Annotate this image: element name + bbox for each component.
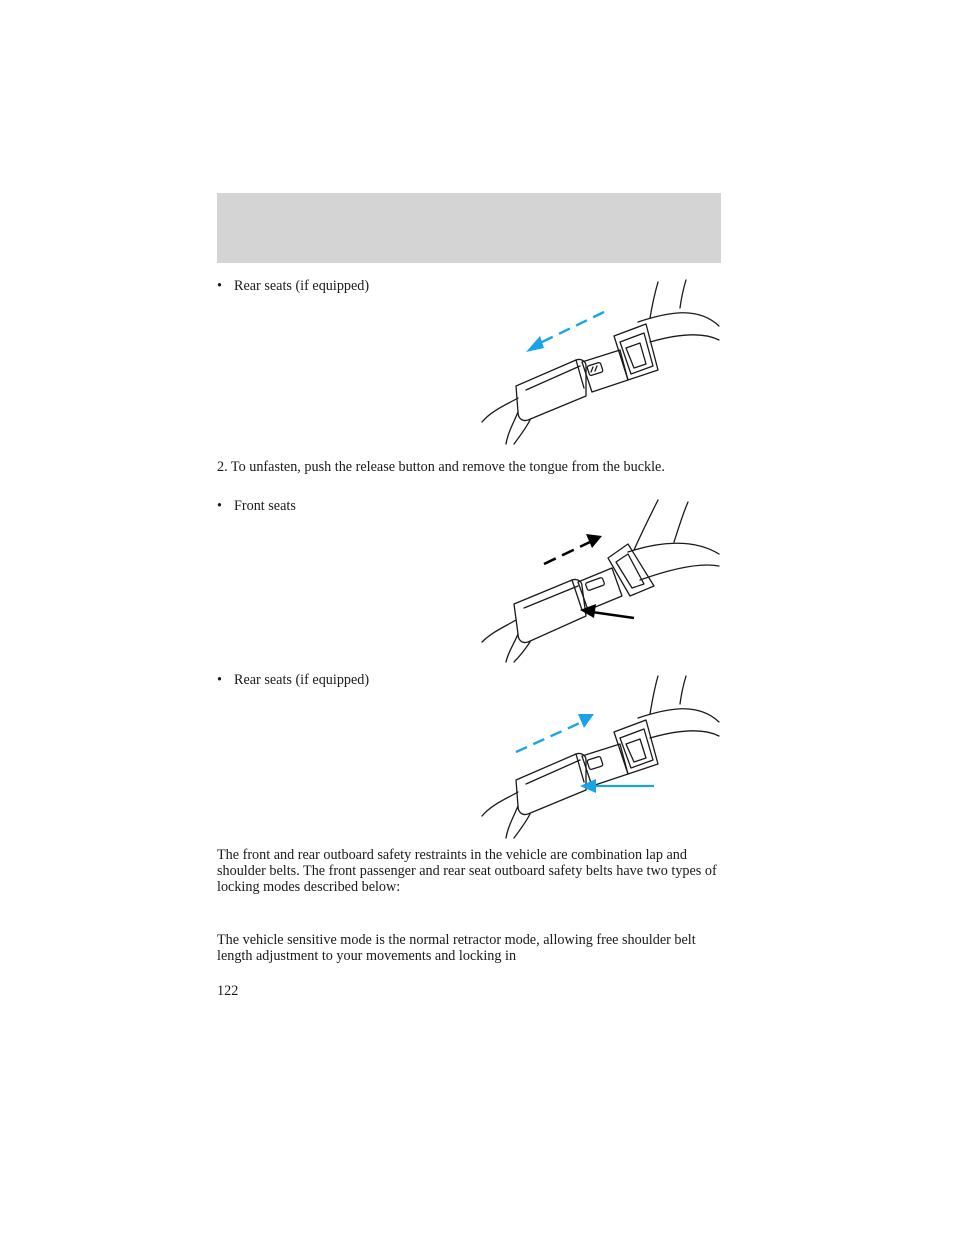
- bullet-front-seats: [217, 498, 296, 514]
- bullet-text: Front seats: [234, 498, 296, 514]
- bullet-dot: •: [217, 672, 222, 688]
- bullet-dot: •: [217, 498, 222, 514]
- buckle-release-front-illustration: [478, 496, 722, 664]
- buckle-release-rear-illustration: [478, 672, 722, 840]
- bullet-rear-seats-fasten: [217, 278, 369, 294]
- step-unfasten-text: 2. To unfasten, push the release button and remove the tongue from the buckle.: [217, 459, 665, 475]
- bullet-text: Rear seats (if equipped): [234, 278, 370, 294]
- figure-front-seat-unfasten: [478, 496, 722, 664]
- page-number: 122: [217, 983, 239, 999]
- bullet-text: Rear seats (if equipped): [234, 672, 370, 688]
- locking-modes-paragraph: The front and rear outboard safety restraints in the vehicle are combination lap and shoulder belts. The front passenger and rear seat outboard safety belts have two types of locking modes described below:: [217, 847, 717, 895]
- vehicle-sensitive-paragraph: The vehicle sensitive mode is the normal retractor mode, allowing free shoulder belt length adjustment to your movements and locking in: [217, 932, 696, 964]
- bullet-rear-seats-unfasten: [217, 672, 369, 688]
- section-header-band: [217, 193, 721, 263]
- bullet-dot: •: [217, 278, 222, 294]
- figure-rear-seat-unfasten: [478, 672, 722, 840]
- buckle-fasten-illustration: [478, 278, 722, 446]
- figure-rear-seat-fasten: [478, 278, 722, 446]
